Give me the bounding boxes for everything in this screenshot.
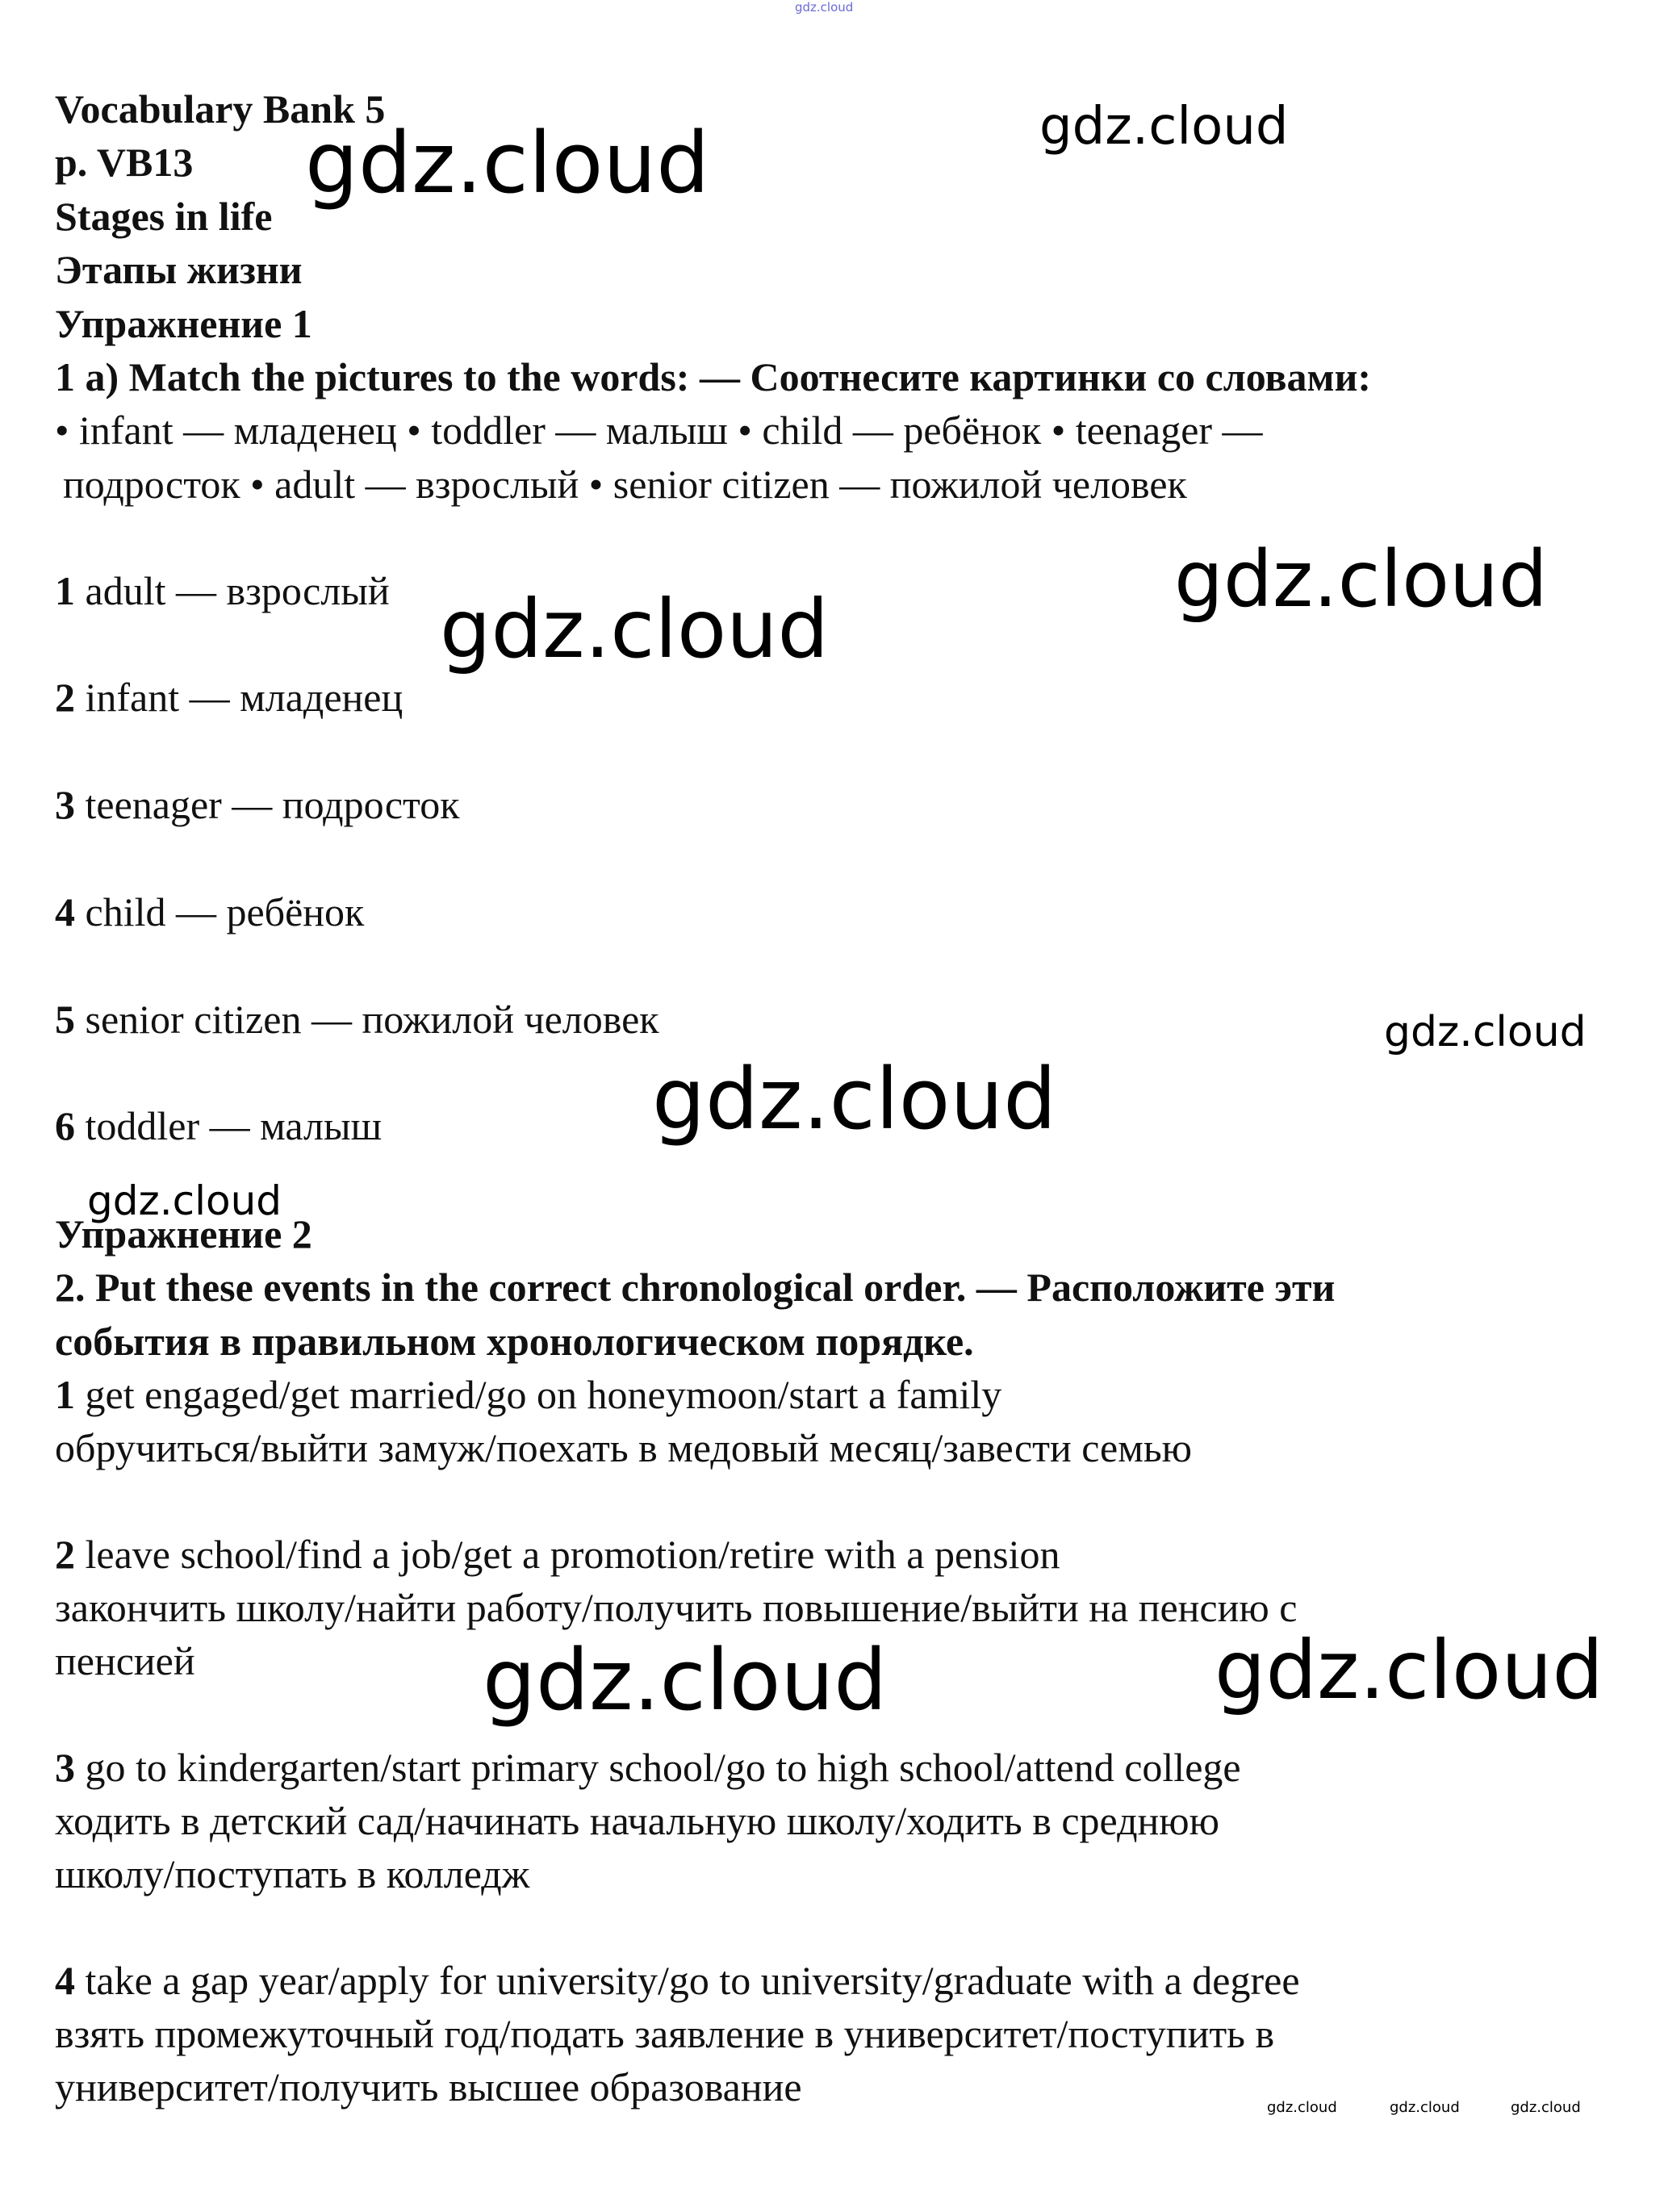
watermark: gdz.cloud <box>1390 2099 1460 2116</box>
watermark: gdz.cloud <box>795 0 854 15</box>
sequence-item-en <box>55 1530 1060 1579</box>
exercise-1-task <box>55 353 1371 401</box>
item-text: leave school/find a job/get a promotion/retire with a pension <box>85 1532 1060 1577</box>
sequence-item-en <box>55 1743 1241 1792</box>
watermark: gdz.cloud <box>1215 1623 1604 1717</box>
item-number: 3 <box>55 1745 75 1790</box>
answer-item <box>55 995 659 1043</box>
word-list-line-1: • infant — младенец • toddler — малыш • child — ребёнок • teenager — <box>55 408 1263 453</box>
watermark: gdz.cloud <box>305 114 710 212</box>
watermark: gdz.cloud <box>483 1631 888 1729</box>
exercise-2-task-line-2: события в правильном хронологическом порядке. <box>55 1319 974 1364</box>
answer-number: 6 <box>55 1103 75 1148</box>
topic-english: Stages in life <box>55 194 273 239</box>
item-number: 2 <box>55 1532 75 1577</box>
sequence-item-ru: пенсией <box>55 1638 195 1683</box>
answer-text: adult — взрослый <box>85 568 390 613</box>
answer-number: 4 <box>55 889 75 935</box>
sequence-item-en <box>55 1370 1001 1419</box>
item-text: take a gap year/apply for university/go to university/graduate with a degree <box>85 1958 1300 2003</box>
watermark: gdz.cloud <box>1384 1008 1587 1056</box>
exercise-2-task-line-1: 2. Put these events in the correct chronological order. — Расположите эти <box>55 1265 1336 1310</box>
exercise-1-heading: Упражнение 1 <box>55 301 312 346</box>
answer-text: toddler — малыш <box>85 1103 383 1148</box>
sequence-item-ru: обручиться/выйти замуж/поехать в медовый месяц/завести семью <box>55 1425 1193 1470</box>
answer-number: 3 <box>55 782 75 827</box>
item-number: 1 <box>55 1372 75 1417</box>
answer-number: 2 <box>55 675 75 720</box>
sequence-item-ru: ходить в детский сад/начинать начальную школу/ходить в среднюю <box>55 1798 1219 1843</box>
item-text: go to kindergarten/start primary school/go to high school/attend college <box>85 1745 1241 1790</box>
answer-number: 5 <box>55 997 75 1042</box>
answer-item <box>55 567 390 615</box>
answer-text: infant — младенец <box>85 675 403 720</box>
answer-item <box>55 780 460 829</box>
sequence-item-ru: взять промежуточный год/подать заявление в университет/поступить в <box>55 2011 1275 2056</box>
topic-russian: Этапы жизни <box>55 247 303 292</box>
item-text: get engaged/get married/go on honeymoon/start a family <box>85 1372 1002 1417</box>
sequence-item-ru: закончить школу/найти работу/получить повышение/выйти на пенсию с <box>55 1585 1298 1630</box>
watermark: gdz.cloud <box>1039 97 1289 157</box>
watermark: gdz.cloud <box>1174 534 1548 625</box>
watermark: gdz.cloud <box>652 1050 1057 1148</box>
word-list-line-2: подросток • adult — взрослый • senior citizen — пожилой человек <box>63 462 1187 507</box>
answer-item <box>55 888 364 936</box>
exercise-2-heading: Упражнение 2 <box>55 1211 312 1257</box>
answer-text: senior citizen — пожилой человек <box>85 997 659 1042</box>
watermark: gdz.cloud <box>1511 2099 1581 2116</box>
page-reference: p. VB13 <box>55 140 194 185</box>
sequence-item-en <box>55 1956 1300 2005</box>
answer-item <box>55 1102 382 1150</box>
sequence-item-ru: школу/поступать в колледж <box>55 1851 530 1896</box>
sequence-item-ru: университет/получить высшее образование <box>55 2064 802 2110</box>
answer-text: teenager — подросток <box>85 782 460 827</box>
answer-item <box>55 673 403 721</box>
watermark: gdz.cloud <box>1267 2099 1337 2116</box>
answer-number: 1 <box>55 568 75 613</box>
watermark: gdz.cloud <box>87 1177 282 1224</box>
task-text: Match the pictures to the words: — Соотнесите картинки со словами: <box>128 354 1372 399</box>
item-number: 4 <box>55 1958 75 2003</box>
task-number: 1 a) <box>55 354 119 399</box>
answer-text: child — ребёнок <box>85 889 365 935</box>
watermark: gdz.cloud <box>440 582 830 676</box>
document-title: Vocabulary Bank 5 <box>55 86 386 132</box>
